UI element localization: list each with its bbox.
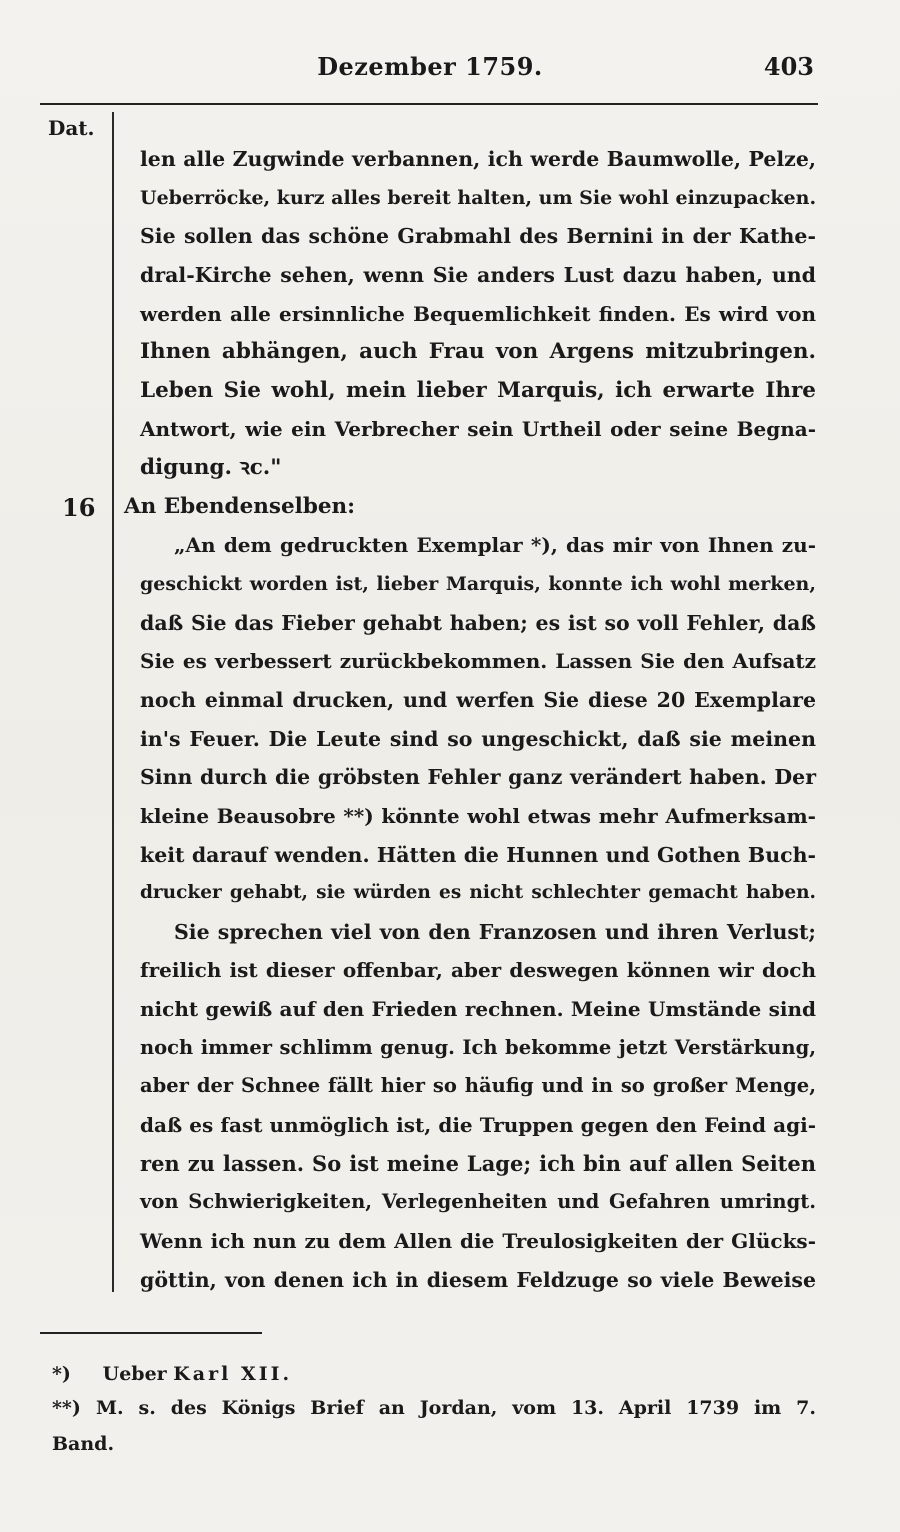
text-line: Wenn ich nun zu dem Allen die Treulosigkeiten der Glücks- bbox=[140, 1228, 816, 1253]
text-line: Sie sollen das schöne Grabmahl des Bernini in der Kathe- bbox=[140, 224, 816, 249]
margin-column-rule bbox=[112, 112, 114, 1292]
page-header bbox=[40, 52, 820, 92]
footnote-name: Karl XII. bbox=[173, 1363, 293, 1385]
footnote-marker: **) bbox=[52, 1397, 81, 1419]
text-line: aber der Schnee fällt hier so häufig und in so großer Menge, bbox=[140, 1074, 816, 1098]
text-line: Sie es verbessert zurückbekommen. Lassen Sie den Aufsatz bbox=[140, 649, 816, 674]
text-line: dral-Kirche sehen, wenn Sie anders Lust dazu haben, und bbox=[140, 262, 816, 287]
text-line: werden alle ersinnliche Bequemlichkeit finden. Es wird von bbox=[140, 301, 816, 326]
text-line: Ueberröcke, kurz alles bereit halten, um Sie wohl einzupacken. bbox=[140, 186, 817, 209]
footnote-text: M. s. des Königs Brief an Jordan, vom 13. April 1739 im 7. bbox=[96, 1397, 816, 1419]
running-title: Dezember 1759. bbox=[317, 52, 543, 81]
footnote-1 bbox=[52, 1356, 816, 1392]
text-line: Sie sprechen viel von den Franzosen und ihren Verlust; bbox=[174, 919, 816, 944]
text-line: kleine Beausobre **) könnte wohl etwas mehr Aufmerksam- bbox=[140, 803, 816, 828]
footnote-rule bbox=[40, 1332, 262, 1334]
text-line: Sinn durch die gröbsten Fehler ganz verändert haben. Der bbox=[140, 765, 816, 790]
text-line: „An dem gedruckten Exemplar *), das mir von Ihnen zu- bbox=[174, 533, 816, 558]
text-line: Leben Sie wohl, mein lieber Marquis, ich erwarte Ihre bbox=[140, 377, 816, 403]
text-line: nicht gewiß auf den Frieden rechnen. Meine Umstände sind bbox=[140, 997, 816, 1022]
text-line: in's Feuer. Die Leute sind so ungeschickt, daß sie meinen bbox=[140, 726, 816, 751]
text-line: noch immer schlimm genug. Ich bekomme jetzt Verstärkung, bbox=[140, 1035, 816, 1059]
text-line: Antwort, wie ein Verbrecher sein Urtheil oder seine Begna- bbox=[140, 417, 816, 442]
footnote-line: Band. bbox=[52, 1433, 115, 1455]
text-line: freilich ist dieser offenbar, aber deswegen können wir doch bbox=[140, 958, 816, 983]
text-line: daß Sie das Fieber gehabt haben; es ist so voll Fehler, daß bbox=[140, 610, 816, 635]
text-line: noch einmal drucken, und werfen Sie diese 20 Exemplare bbox=[140, 687, 816, 712]
letter-heading: An Ebendenselben: bbox=[124, 493, 356, 519]
text-line: von Schwierigkeiten, Verlegenheiten und Gefahren umringt. bbox=[140, 1190, 816, 1214]
page-number: 403 bbox=[763, 52, 814, 81]
footnote-marker: *) bbox=[52, 1363, 71, 1385]
margin-date-label: Dat. bbox=[48, 116, 95, 140]
margin-entry-number: 16 bbox=[62, 493, 96, 522]
text-line: Ihnen abhängen, auch Frau von Argens mitzubringen. bbox=[140, 339, 816, 365]
footnote-text: Ueber bbox=[102, 1363, 167, 1385]
footnote-2 bbox=[52, 1390, 816, 1462]
header-rule bbox=[40, 103, 818, 105]
text-line: daß es fast unmöglich ist, die Truppen gegen den Feind agi- bbox=[140, 1113, 816, 1138]
text-line: keit darauf wenden. Hätten die Hunnen und Gothen Buch- bbox=[140, 842, 816, 867]
footnote-line bbox=[52, 1390, 816, 1426]
text-line: geschickt worden ist, lieber Marquis, konnte ich wohl merken, bbox=[140, 573, 816, 596]
body-text bbox=[124, 140, 817, 1299]
text-line: len alle Zugwinde verbannen, ich werde Baumwolle, Pelze, bbox=[140, 147, 816, 171]
text-line: digung. ꝛc." bbox=[140, 455, 282, 481]
text-line: göttin, von denen ich in diesem Feldzuge so viele Beweise bbox=[140, 1267, 816, 1292]
text-line: ren zu lassen. So ist meine Lage; ich bin auf allen Seiten bbox=[140, 1150, 816, 1176]
text-line: drucker gehabt, sie würden es nicht schlechter gemacht haben. bbox=[140, 882, 816, 904]
